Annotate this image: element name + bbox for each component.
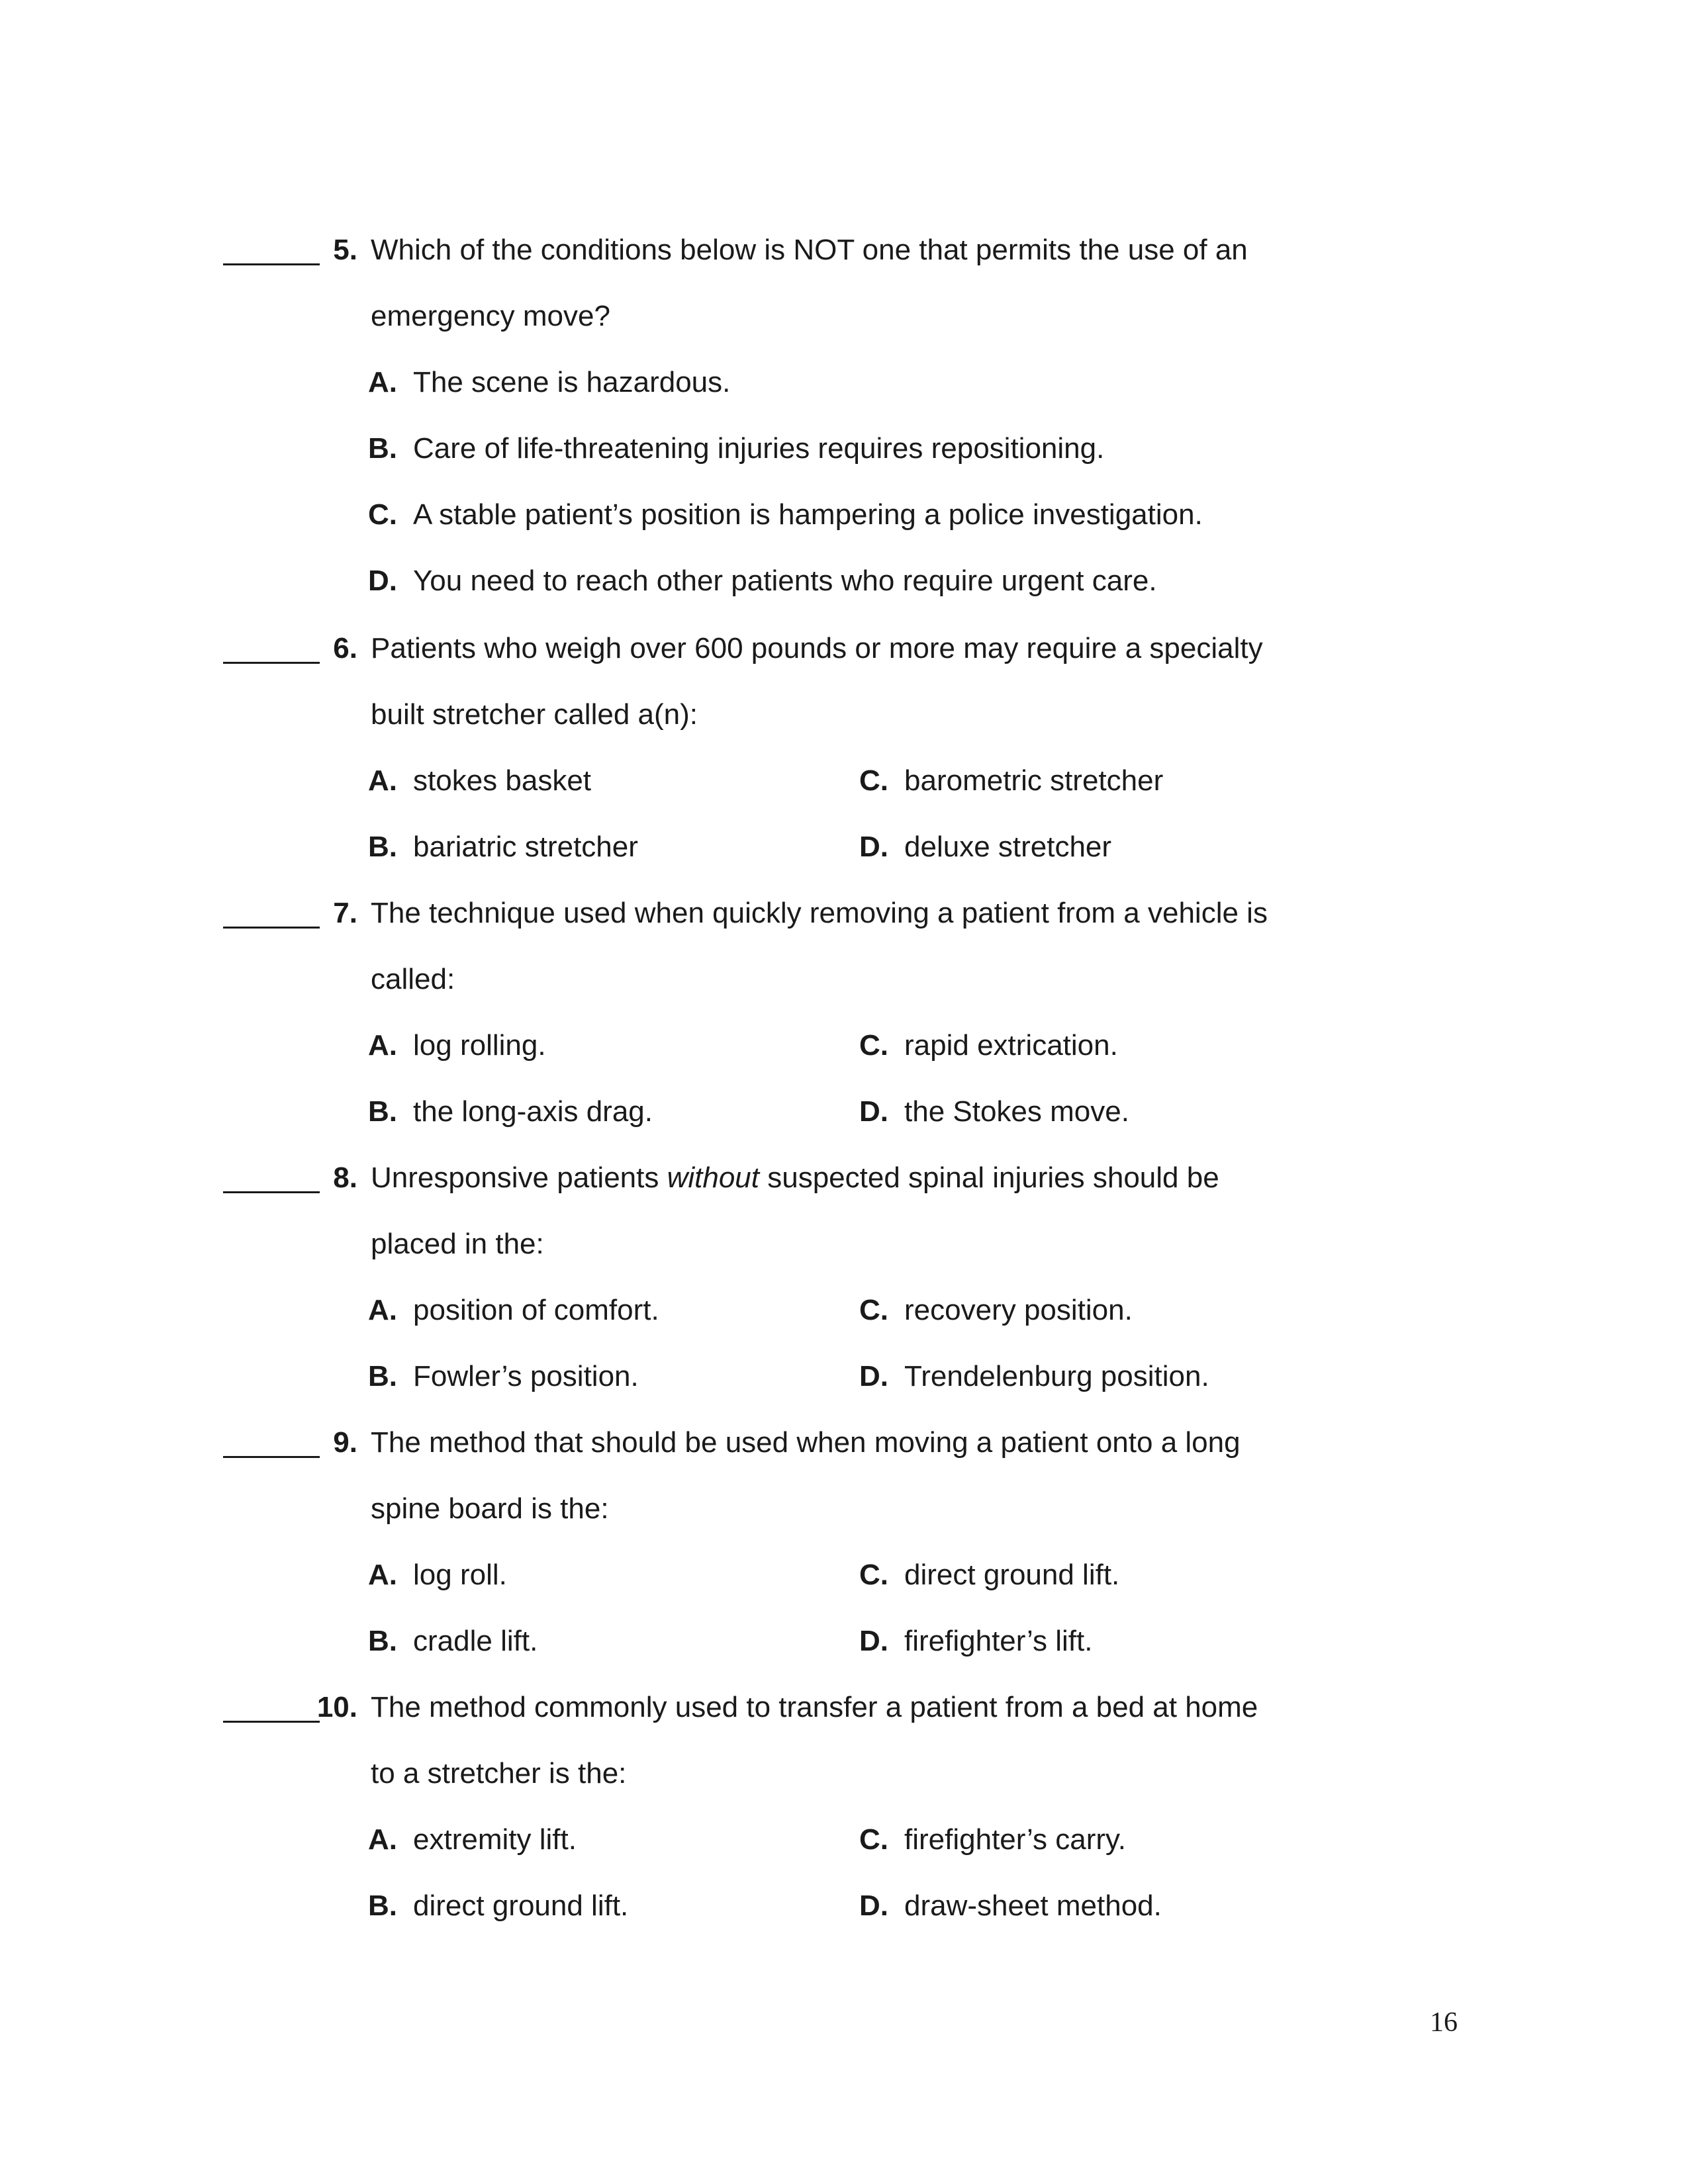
question-9-stem-line2: spine board is the: <box>371 1492 609 1525</box>
q9-option-text-d: firefighter’s lift. <box>904 1625 1093 1657</box>
q7-option-letter-c: C. <box>859 1029 888 1062</box>
question-7-stem-line2: called: <box>371 963 455 995</box>
q6-option-letter-b: B. <box>368 831 397 863</box>
q8-option-text-a: position of comfort. <box>413 1294 659 1326</box>
q6-option-letter-c: C. <box>859 764 888 797</box>
q10-option-text-b: direct ground lift. <box>413 1889 629 1922</box>
question-8-stem-post: suspected spinal injuries should be <box>759 1161 1219 1194</box>
q7-option-text-b: the long-axis drag. <box>413 1095 653 1128</box>
q8-option-letter-b: B. <box>368 1360 397 1392</box>
q7-option-text-a: log rolling. <box>413 1029 546 1062</box>
question-number-5: 5. <box>333 234 357 266</box>
q5-option-text-c: A stable patient’s position is hampering a police investigation. <box>413 498 1203 531</box>
q7-option-letter-b: B. <box>368 1095 397 1128</box>
q7-option-letter-a: A. <box>368 1029 397 1062</box>
page-number: 16 <box>1430 2007 1458 2038</box>
q10-option-letter-a: A. <box>368 1823 397 1856</box>
q9-option-text-b: cradle lift. <box>413 1625 538 1657</box>
question-9-stem-line1: The method that should be used when moving a patient onto a long <box>371 1426 1241 1459</box>
q10-option-text-c: firefighter’s carry. <box>904 1823 1126 1856</box>
question-10-stem-line1: The method commonly used to transfer a patient from a bed at home <box>371 1691 1258 1723</box>
question-8-stem-line2: placed in the: <box>371 1228 544 1260</box>
question-number-6: 6. <box>333 632 357 664</box>
q10-option-text-a: extremity lift. <box>413 1823 577 1856</box>
q8-option-letter-c: C. <box>859 1294 888 1326</box>
question-7-stem-line1: The technique used when quickly removing a patient from a vehicle is <box>371 897 1268 929</box>
question-number-8: 8. <box>333 1161 357 1194</box>
q5-option-letter-d: D. <box>368 565 397 597</box>
question-5-stem-line2: emergency move? <box>371 300 610 332</box>
q10-option-text-d: draw-sheet method. <box>904 1889 1162 1922</box>
question-8-stem-line1 <box>371 1158 1219 1198</box>
q6-option-letter-d: D. <box>859 831 888 863</box>
q9-option-letter-a: A. <box>368 1559 397 1591</box>
q5-option-text-a: The scene is hazardous. <box>413 366 731 398</box>
q5-option-letter-a: A. <box>368 366 397 398</box>
q8-option-text-d: Trendelenburg position. <box>904 1360 1209 1392</box>
q8-option-letter-a: A. <box>368 1294 397 1326</box>
q5-option-letter-c: C. <box>368 498 397 531</box>
q8-option-letter-d: D. <box>859 1360 888 1392</box>
question-number-9: 9. <box>333 1426 357 1459</box>
q9-option-text-c: direct ground lift. <box>904 1559 1120 1591</box>
question-number-10: 10. <box>316 1691 357 1723</box>
q5-option-letter-b: B. <box>368 432 397 465</box>
q10-option-letter-c: C. <box>859 1823 888 1856</box>
q6-option-text-d: deluxe stretcher <box>904 831 1112 863</box>
q6-option-letter-a: A. <box>368 764 397 797</box>
q5-option-text-d: You need to reach other patients who require urgent care. <box>413 565 1157 597</box>
q6-option-text-a: stokes basket <box>413 764 592 797</box>
q7-option-text-c: rapid extrication. <box>904 1029 1118 1062</box>
q7-option-letter-d: D. <box>859 1095 888 1128</box>
q9-option-letter-d: D. <box>859 1625 888 1657</box>
question-5-stem-line1: Which of the conditions below is NOT one that permits the use of an <box>371 234 1248 266</box>
question-8-stem-italic: without <box>667 1161 760 1194</box>
q6-option-text-c: barometric stretcher <box>904 764 1164 797</box>
q8-option-text-c: recovery position. <box>904 1294 1133 1326</box>
q9-option-letter-c: C. <box>859 1559 888 1591</box>
question-8-stem-pre: Unresponsive patients <box>371 1161 667 1194</box>
q5-option-text-b: Care of life-threatening injuries requires repositioning. <box>413 432 1105 465</box>
q9-option-letter-b: B. <box>368 1625 397 1657</box>
q9-option-text-a: log roll. <box>413 1559 507 1591</box>
q10-option-letter-d: D. <box>859 1889 888 1922</box>
question-6-stem-line1: Patients who weigh over 600 pounds or more may require a specialty <box>371 632 1263 664</box>
question-10-stem-line2: to a stretcher is the: <box>371 1757 627 1790</box>
question-number-7: 7. <box>333 897 357 929</box>
q10-option-letter-b: B. <box>368 1889 397 1922</box>
q8-option-text-b: Fowler’s position. <box>413 1360 639 1392</box>
question-6-stem-line2: built stretcher called a(n): <box>371 698 698 731</box>
q7-option-text-d: the Stokes move. <box>904 1095 1129 1128</box>
q6-option-text-b: bariatric stretcher <box>413 831 638 863</box>
